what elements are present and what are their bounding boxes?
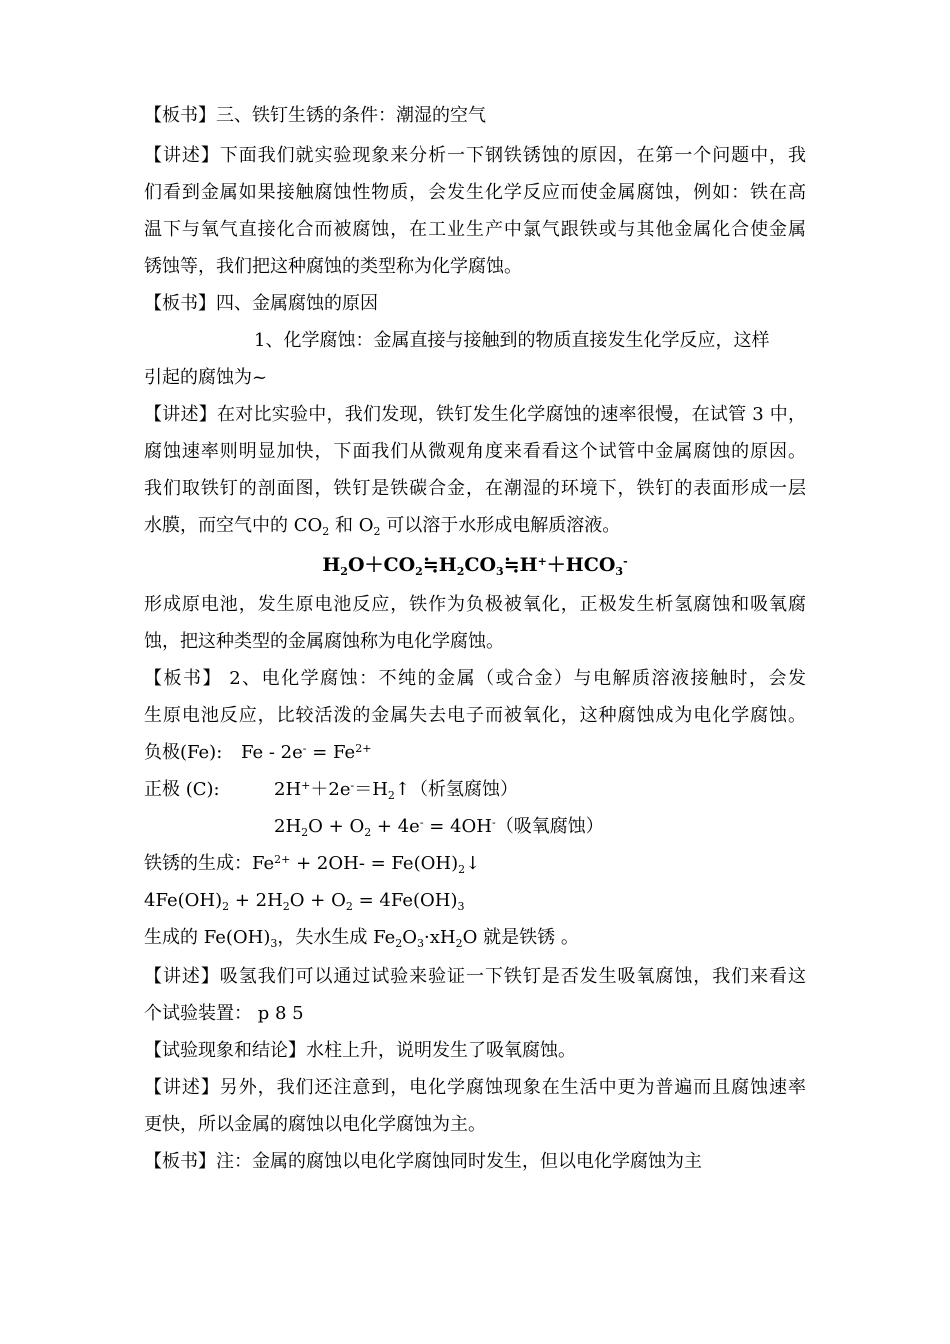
board-note-4: 【板书】四、金属腐蚀的原因 [144,293,378,314]
rust-formation-conclusion: 生成的 $Fe(OH)_3$，失水生成 $Fe_2O_3\cdot xH_2O$ 就是铁锈 。 [144,927,579,950]
lecture-paragraph-2-line-3: 我们取铁钉的剖面图，铁钉是铁碳合金，在潮湿的环境下，铁钉的表面形成一层 [144,478,806,499]
negative-electrode-equation: $Fe - 2e^- = Fe^{2+}$ [241,742,372,763]
lecture-paragraph-2-line-1: 【讲述】在对比实验中，我们发现，铁钉发生化学腐蚀的速率很慢，在试管 3 中， [144,404,806,425]
lecture-paragraph-4-line-1: 【讲述】另外，我们还注意到，电化学腐蚀现象在生活中更为普遍而且腐蚀速率 [144,1077,806,1098]
lecture-paragraph-3-line-1: 【讲述】吸氢我们可以通过试验来验证一下铁钉是否发生吸氧腐蚀，我们来看这 [144,966,806,987]
experiment-conclusion: 【试验现象和结论】水柱上升，说明发生了吸氧腐蚀。 [144,1040,576,1061]
board-note-3: 【板书】三、铁钉生锈的条件：潮湿的空气 [144,105,486,126]
electrochemical-definition-line-2: 生原电池反应，比较活泼的金属失去电子而被氧化，这种腐蚀成为电化学腐蚀。 [144,705,806,726]
rust-formation-equation-2: $4Fe(OH)_2 + 2H_2O + O_2 = 4Fe(OH)_3$ [144,890,465,913]
carbonic-acid-equation: $H_2O+CO_2≒H_2CO_3≒H^++HCO_3^-$ [322,554,628,578]
lecture-paragraph-2-line-2: 腐蚀速率则明显加快，下面我们从微观角度来看看这个试管中金属腐蚀的原因。 [144,441,806,462]
oxygen-absorption-equation: $2H_2O + O_2 + 4e^- = 4OH^-$（吸氧腐蚀） [274,816,604,839]
chemical-corrosion-definition-line-2: 引起的腐蚀为~ [144,367,268,388]
galvanic-paragraph-line-1: 形成原电池，发生原电池反应，铁作为负极被氧化，正极发生析氢腐蚀和吸氧腐 [144,594,806,615]
lecture-paragraph-1-line-3: 温下与氧气直接化合而被腐蚀，在工业生产中氯气跟铁或与其他金属化合使金属 [144,219,806,240]
lecture-paragraph-1-line-4: 锈蚀等，我们把这种腐蚀的类型称为化学腐蚀。 [144,256,522,277]
board-note-summary: 【板书】注：金属的腐蚀以电化学腐蚀同时发生，但以电化学腐蚀为主 [144,1151,702,1172]
positive-electrode-label: 正极 (C): [144,779,220,800]
lecture-paragraph-1-line-2: 们看到金属如果接触腐蚀性物质，会发生化学反应而使金属腐蚀，例如：铁在高 [144,182,806,203]
hydrogen-evolution-equation: $2H^++2e^-=H_2↑$（析氢腐蚀） [274,779,518,802]
negative-electrode-label: 负极(Fe): [144,742,223,763]
lecture-paragraph-4-line-2: 更快，所以金属的腐蚀以电化学腐蚀为主。 [144,1114,486,1135]
electrochemical-definition-line-1: 【板书】 2、电化学腐蚀：不纯的金属（或合金）与电解质溶液接触时，会发 [144,668,806,689]
lecture-paragraph-3-line-2: 个试验装置： p 8 5 [144,1003,304,1024]
rust-formation-equation-1: 铁锈的生成：$Fe^{2+} + 2OH-$ = $Fe(OH)_2↓$ [144,853,481,876]
lecture-paragraph-2-line-4: 水膜，而空气中的 $CO_2$ 和 $O_2$ 可以溶于水形成电解质溶液。 [144,515,621,538]
lecture-paragraph-1-line-1: 【讲述】下面我们就实验现象来分析一下钢铁锈蚀的原因，在第一个问题中，我 [144,145,806,166]
galvanic-paragraph-line-2: 蚀，把这种类型的金属腐蚀称为电化学腐蚀。 [144,631,504,652]
chemical-corrosion-definition-line-1: 1、化学腐蚀：金属直接与接触到的物质直接发生化学反应，这样 [254,330,770,351]
